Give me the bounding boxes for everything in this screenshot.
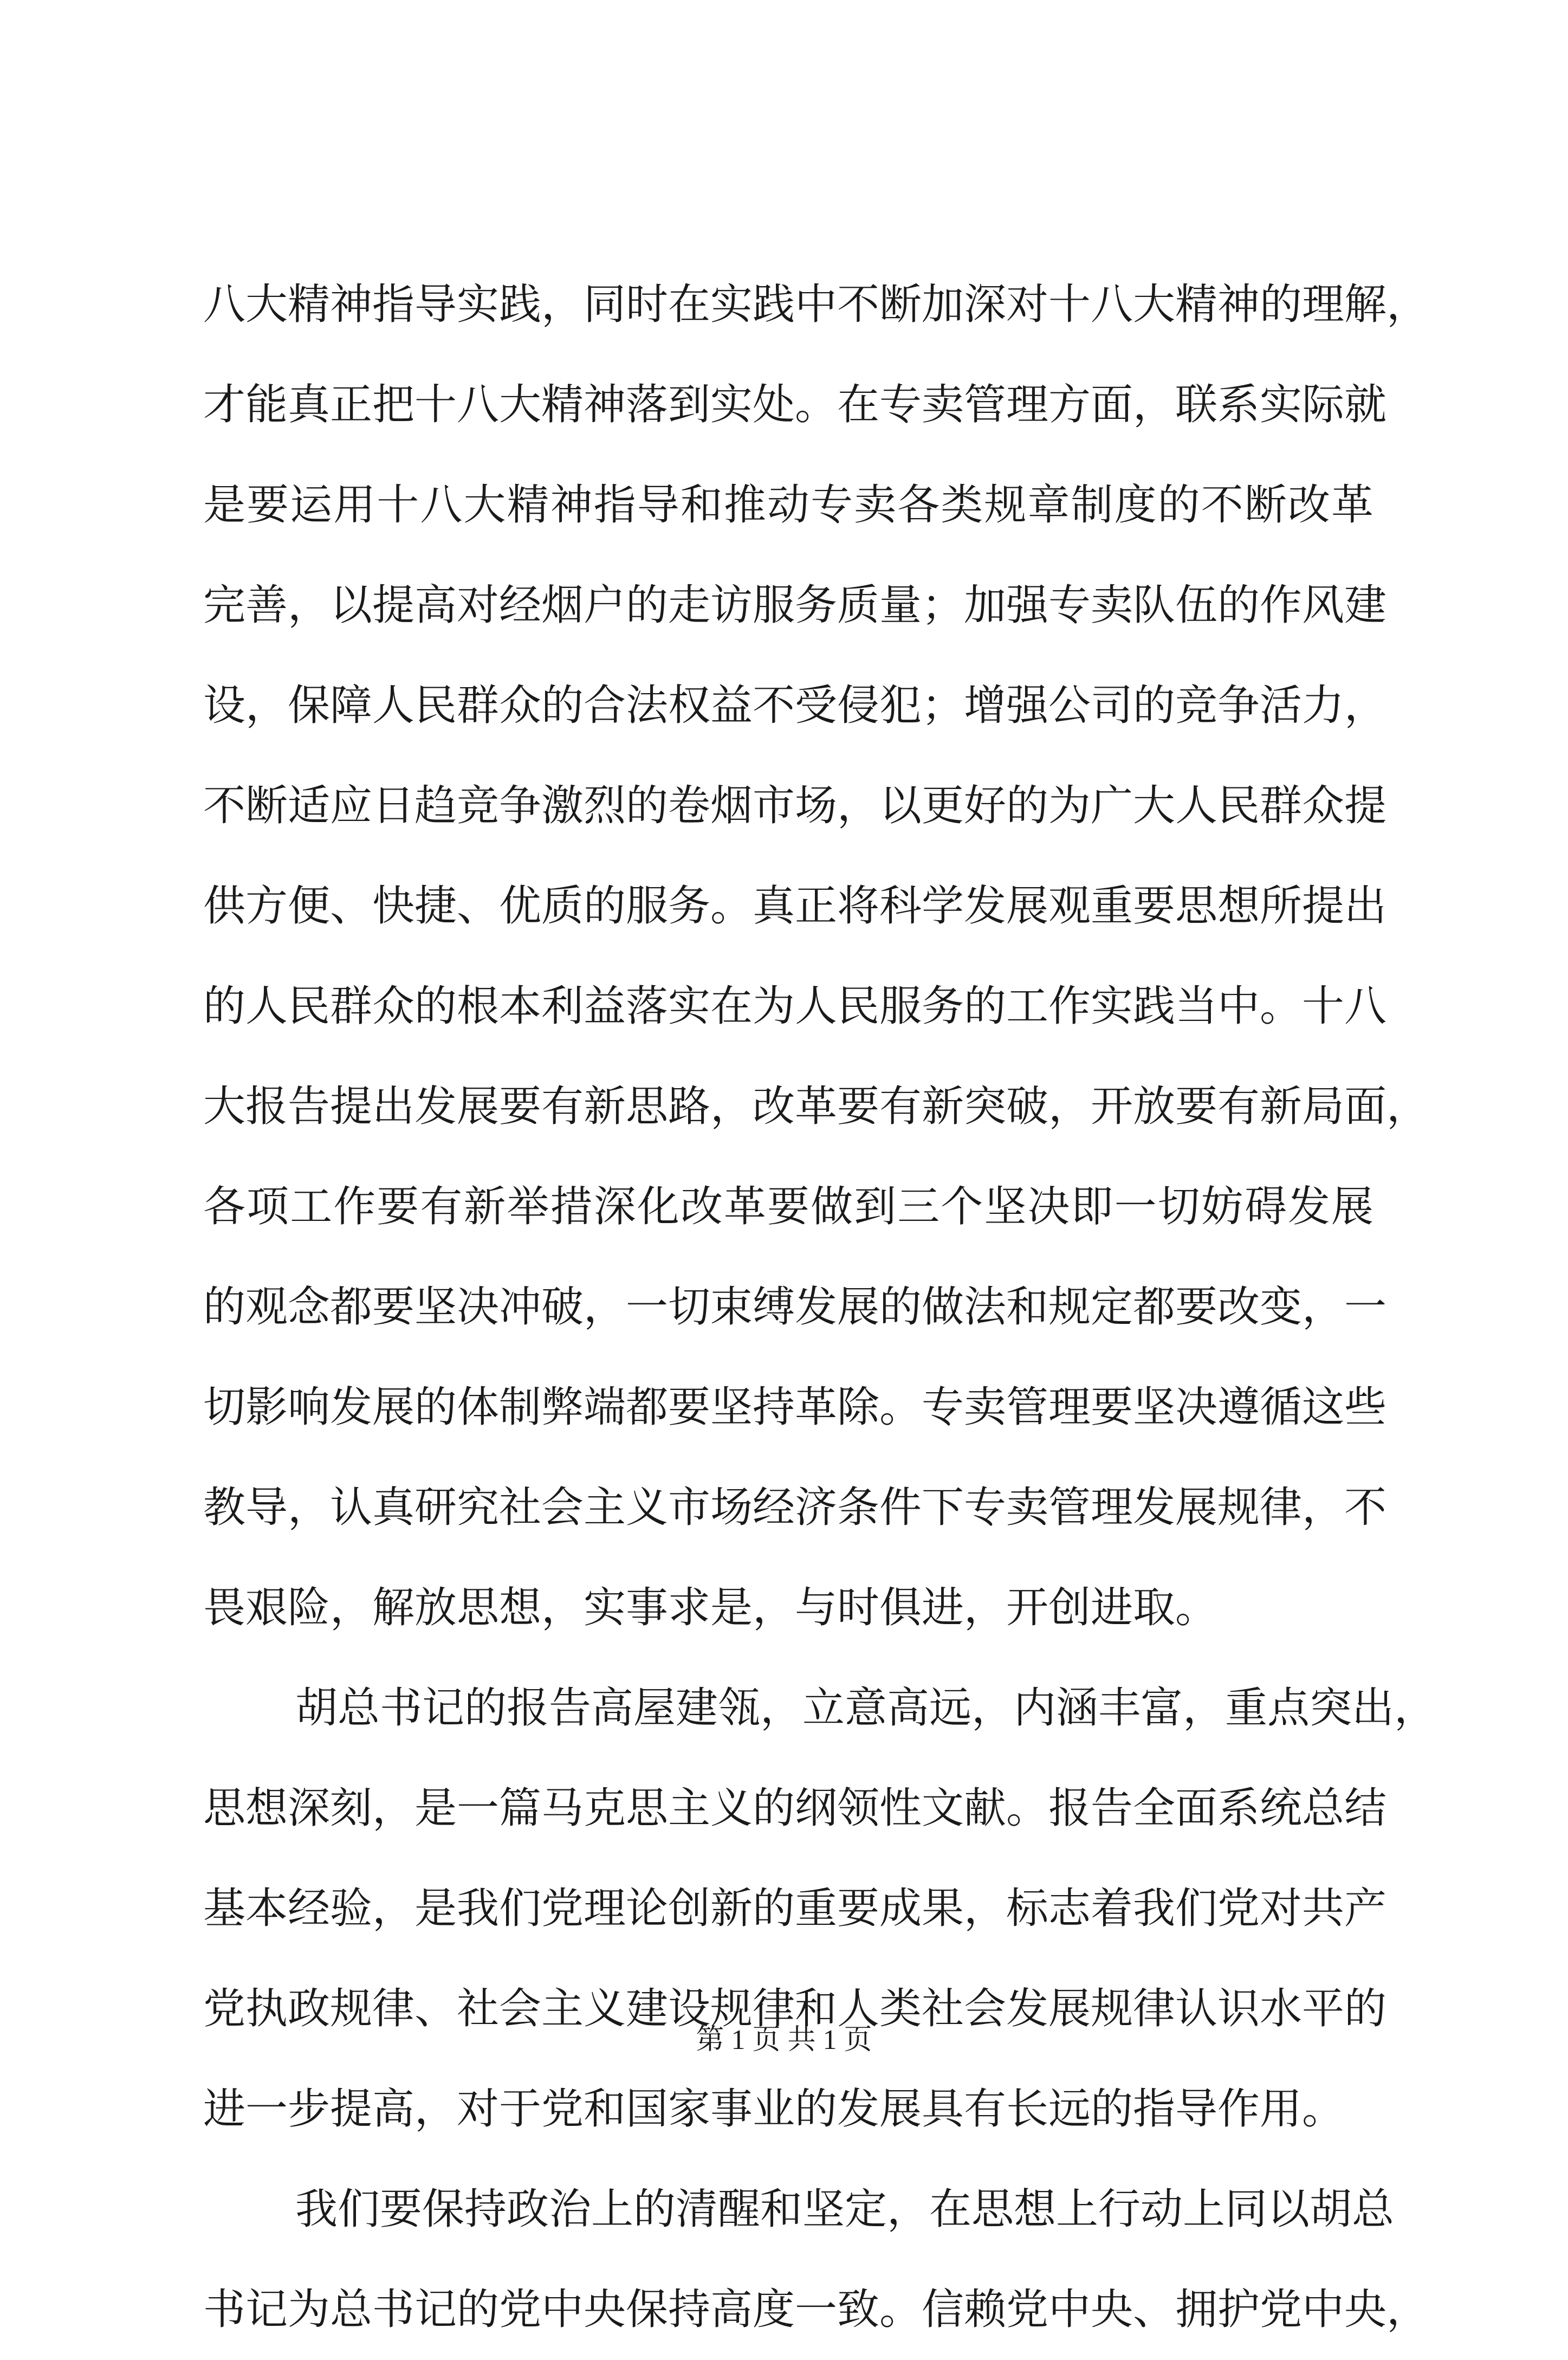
page-number-label: 第 1 页 共 1 页 (696, 2025, 872, 2055)
text-line: 八大精神指导实践，同时在实践中不断加深对十八大精神的理解， (203, 280, 1429, 329)
paragraph-3 (203, 2159, 1429, 2360)
text-line: 大报告提出发展要有新思路，改革要有新突破，开放要有新局面， (203, 1082, 1429, 1131)
text-line: 进一步提高，对于党和国家事业的发展具有长远的指导作用。 (203, 2085, 1345, 2133)
text-line: 党执政规律、社会主义建设规律和人类社会发展规律认识水平的 (203, 1984, 1387, 2033)
text-line: 我们要保持政治上的清醒和坚定，在思想上行动上同以胡总 (295, 2185, 1395, 2234)
text-line: 畏艰险，解放思想，实事求是，与时俱进，开创进取。 (203, 1583, 1218, 1632)
text-line: 设，保障人民群众的合法权益不受侵犯；增强公司的竞争活力， (203, 681, 1387, 730)
text-line: 是要运用十八大精神指导和推动专卖各类规章制度的不断改革 (203, 481, 1373, 529)
text-line: 教导，认真研究社会主义市场经济条件下专卖管理发展规律，不 (203, 1483, 1387, 1532)
text-line: 完善，以提高对经烟户的走访服务质量；加强专卖队伍的作风建 (203, 581, 1387, 630)
text-line: 书记为总书记的党中央保持高度一致。信赖党中央、拥护党中央， (203, 2285, 1429, 2334)
text-line: 的观念都要坚决冲破，一切束缚发展的做法和规定都要改变，一 (203, 1283, 1387, 1331)
text-line: 切影响发展的体制弊端都要坚持革除。专卖管理要坚决遵循这些 (203, 1383, 1387, 1432)
text-line: 胡总书记的报告高屋建瓴，立意高远，内涵丰富，重点突出， (295, 1684, 1437, 1732)
text-line: 供方便、快捷、优质的服务。真正将科学发展观重要思想所提出 (203, 882, 1387, 930)
paragraph-2 (203, 1658, 1437, 2159)
page-footer (0, 2021, 1568, 2059)
text-line: 各项工作要有新举措深化改革要做到三个坚决即一切妨碍发展 (203, 1182, 1373, 1231)
text-line: 思想深刻，是一篇马克思主义的纲领性文献。报告全面系统总结 (203, 1784, 1387, 1833)
text-line: 不断适应日趋竞争激烈的卷烟市场，以更好的为广大人民群众提 (203, 781, 1387, 830)
text-line: 的人民群众的根本利益落实在为人民服务的工作实践当中。十八 (203, 982, 1387, 1031)
paragraph-1 (203, 255, 1429, 1658)
text-line: 才能真正把十八大精神落到实处。在专卖管理方面，联系实际就 (203, 380, 1387, 429)
text-line: 基本经验，是我们党理论创新的重要成果，标志着我们党对共产 (203, 1884, 1387, 1933)
